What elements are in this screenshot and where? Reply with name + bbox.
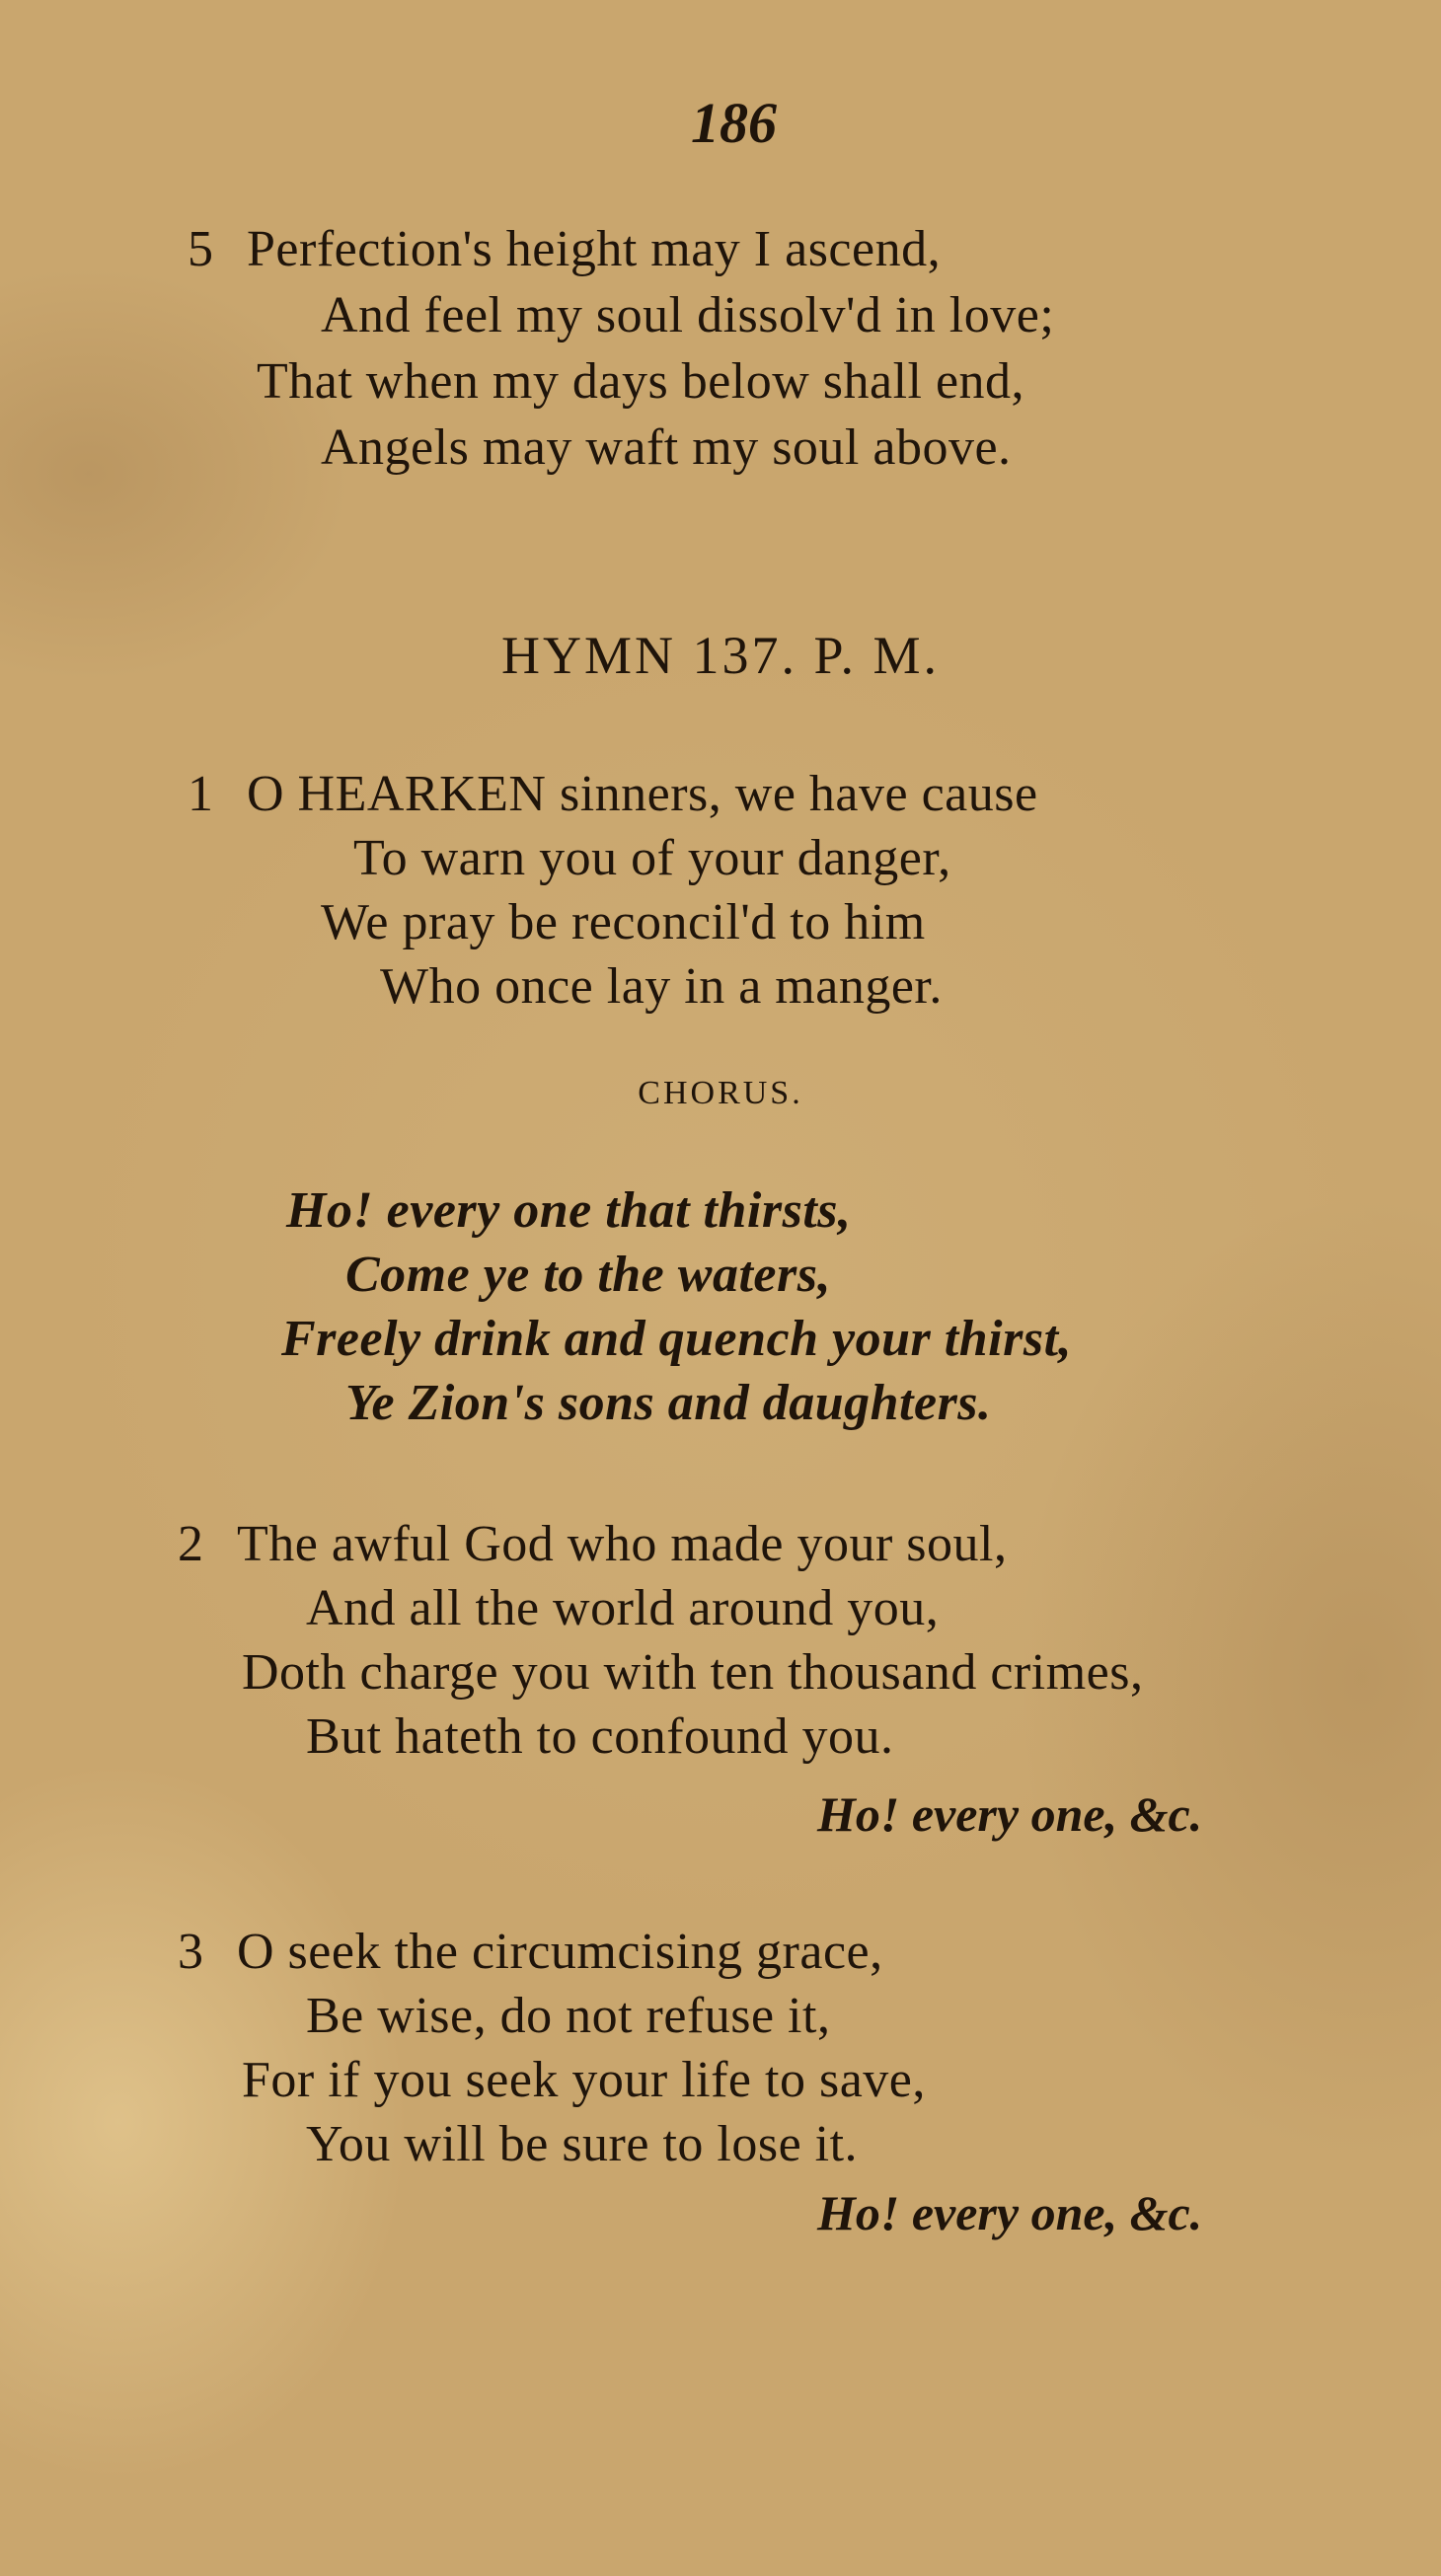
chorus-line: Ho! every one that thirsts, <box>286 1182 852 1239</box>
verse-line: And all the world around you, <box>306 1580 940 1636</box>
page-number: 186 <box>691 91 777 155</box>
verse-line: We pray be reconcil'd to him <box>321 894 926 950</box>
chorus-line: Ye Zion's sons and daughters. <box>345 1375 992 1431</box>
verse-line: For if you seek your life to save, <box>242 2052 926 2108</box>
chorus-label: CHORUS. <box>638 1075 803 1111</box>
verse-line: Angels may waft my soul above. <box>321 419 1012 476</box>
chorus-line: Freely drink and quench your thirst, <box>281 1311 1073 1367</box>
verse-line: 2 The awful God who made your soul, <box>178 1516 1008 1572</box>
verse-number: 5 <box>188 221 214 277</box>
verse-line: Doth charge you with ten thousand crimes, <box>242 1644 1144 1701</box>
verse-line: 5 Perfection's height may I ascend, <box>188 221 942 277</box>
verse-line: That when my days below shall end, <box>257 353 1025 410</box>
verse-line: Be wise, do not refuse it, <box>306 1988 831 2044</box>
verse-line: But hateth to confound you. <box>306 1708 894 1765</box>
verse-line: 3 O seek the circumcising grace, <box>178 1924 883 1980</box>
hymn-title: HYMN 137. P. M. <box>500 626 941 685</box>
refrain: Ho! every one, &c. <box>817 1786 1203 1842</box>
verse-number: 2 <box>178 1516 204 1572</box>
verse-line: To warn you of your danger, <box>353 830 951 886</box>
verse-line: And feel my soul dissolv'd in love; <box>321 287 1055 343</box>
verse-number: 3 <box>178 1924 204 1980</box>
verse-number: 1 <box>188 766 214 822</box>
verse-line: 1 O HEARKEN sinners, we have cause <box>188 766 1038 822</box>
verse-line: Who once lay in a manger. <box>380 958 943 1015</box>
verse-line: You will be sure to lose it. <box>306 2116 859 2172</box>
refrain: Ho! every one, &c. <box>817 2185 1203 2240</box>
chorus-line: Come ye to the waters, <box>345 1247 831 1303</box>
